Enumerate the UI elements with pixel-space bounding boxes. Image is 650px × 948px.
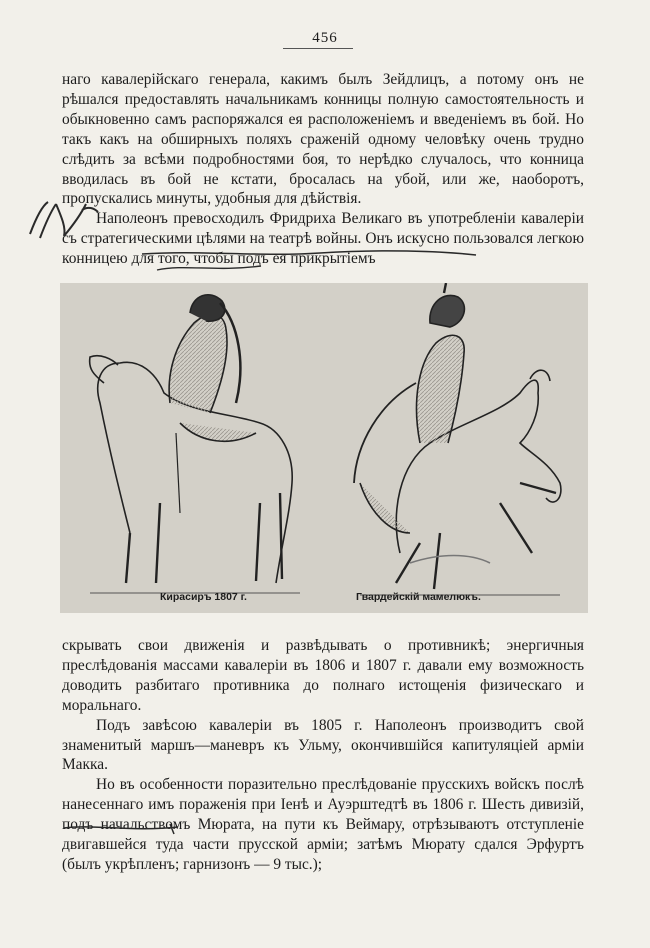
illustration-figure bbox=[60, 283, 588, 613]
figure-caption-right: Гвардейскій мамелюкъ. bbox=[356, 591, 481, 603]
handwritten-underline bbox=[62, 822, 182, 836]
text-block-top bbox=[62, 70, 584, 269]
handwritten-underline bbox=[140, 248, 480, 260]
handwritten-margin-mark-icon bbox=[22, 198, 102, 240]
page-number-rule bbox=[283, 48, 353, 49]
paragraph: скрывать свои движенія и развѣдывать о противникѣ; энергичныя преслѣдованія массами кавалеріи въ 1806 и 1807 г. давали ему возможность доводить разбитаго противника до полнаго истощенія физическаго и моральнаго. bbox=[62, 637, 584, 714]
page-number: 456 bbox=[312, 30, 338, 46]
paragraph: наго кавалерійскаго генерала, какимъ былъ Зейдлицъ, а потому онъ не рѣшался предоставлять начальникамъ конницы полную самостоятельность и обыкновенно самъ распоряжался ея расположеніемъ и введеніемъ въ бой. Но такъ какъ на обширныхъ поляхъ сраженій одному человѣку очень трудно слѣдить за всѣми подробностями боя, то нерѣдко случалось, что конница вводилась въ бой не кстати, бросалась на убой, или же, наоборотъ, пропускались минуты, удобныя для дѣйствія. bbox=[62, 71, 584, 208]
text-block-bottom bbox=[62, 636, 584, 875]
paragraph: Наполеонъ превосходилъ Фридриха Великаго въ употребленіи кавалеріи съ стратегическими цѣлями на театрѣ войны. Онъ искусно пользовался легкою конницею для того, чтобы подъ ея прикрытіемъ bbox=[62, 210, 584, 268]
paragraph: Подъ завѣсою кавалеріи въ 1805 г. Наполеонъ производитъ свой знаменитый маршъ—маневръ къ Ульму, окончившійся капитуляціей арміи Макка. bbox=[62, 716, 584, 774]
handwritten-underline bbox=[155, 262, 265, 274]
figure-caption-left: Кирасиръ 1807 г. bbox=[160, 591, 247, 603]
cavalry-illustration bbox=[60, 283, 588, 613]
paragraph: Но въ особенности поразительно преслѣдованіе прусскихъ войскъ послѣ нанесеннаго имъ пораженія при Іенѣ и Ауэрштедтѣ въ 1806 г. Шесть дивизій, подъ начальствомъ Мюрата, на пути къ Веймару, отрѣзываютъ отступленіе двигавшейся туда части прусской арміи; затѣмъ Мюрату сдался Эрфуртъ (былъ укрѣпленъ; гарнизонъ — 9 тыс.); bbox=[62, 776, 584, 873]
